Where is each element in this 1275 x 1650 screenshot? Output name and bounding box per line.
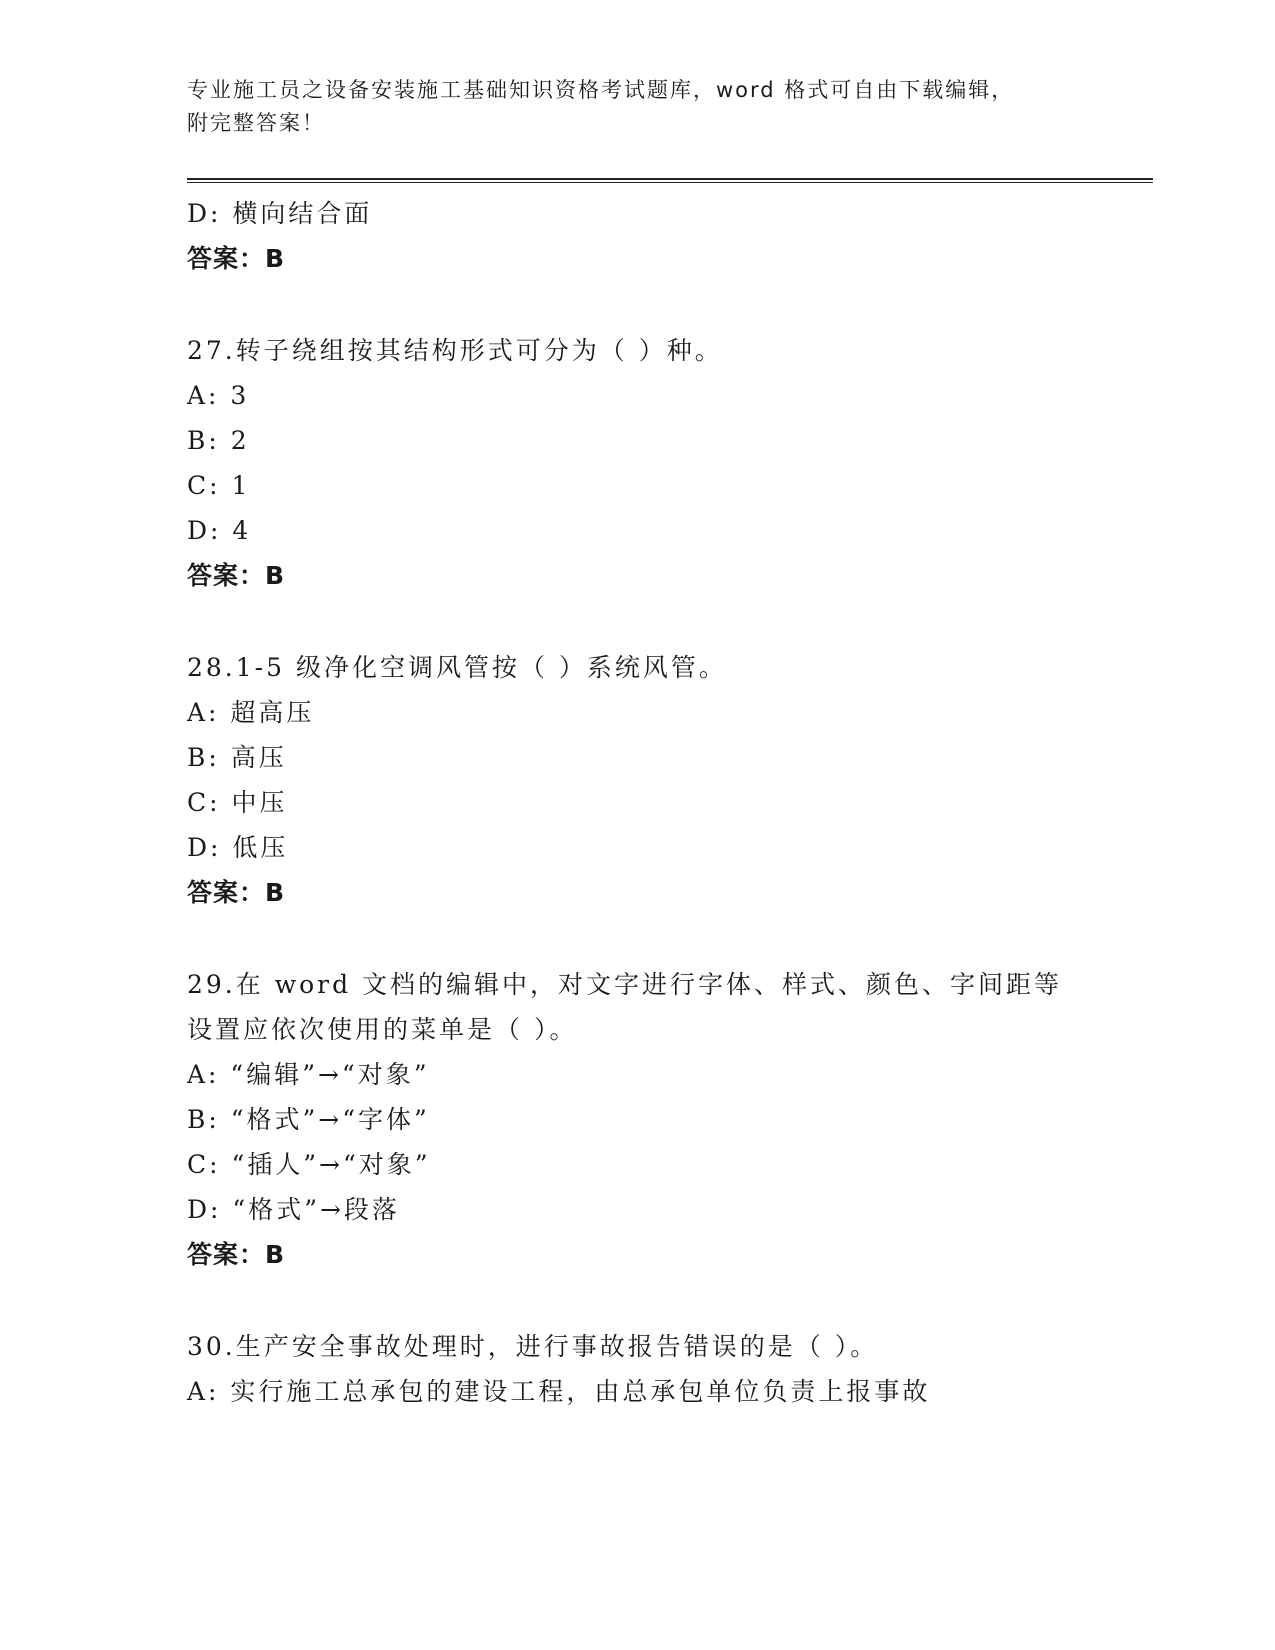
option-d: D: 横向结合面 [187, 199, 373, 228]
question-block-prev [187, 191, 1153, 281]
option-d: D: 4 [187, 516, 252, 545]
answer-line: 答案：B [187, 878, 286, 907]
question-text: 27.转子绕组按其结构形式可分为（ ）种。 [187, 336, 723, 365]
header-line-1: 专业施工员之设备安装施工基础知识资格考试题库，word 格式可自由下载编辑， [187, 78, 1015, 102]
spacer [187, 915, 1153, 962]
document-header [187, 74, 1087, 140]
spacer [187, 598, 1153, 645]
answer-line: 答案：B [187, 244, 286, 273]
header-divider [187, 178, 1153, 183]
header-line-2: 附完整答案！ [187, 111, 325, 135]
option-d: D: 低压 [187, 833, 289, 862]
option-b: B: 2 [187, 426, 250, 455]
question-block-27 [187, 328, 1153, 598]
option-c: C: 中压 [187, 788, 288, 817]
question-text-line-1: 29.在 word 文档的编辑中，对文字进行字体、样式、颜色、字间距等 [187, 970, 1063, 999]
option-a: A: 3 [187, 381, 250, 410]
question-text: 28.1-5 级净化空调风管按（ ）系统风管。 [187, 653, 727, 682]
question-list [187, 191, 1153, 1414]
question-block-29 [187, 962, 1153, 1277]
option-a: A: “编辑”→“对象” [187, 1060, 430, 1089]
option-a: A: 超高压 [187, 698, 315, 727]
option-c: C: “插人”→“对象” [187, 1150, 431, 1179]
spacer [187, 281, 1153, 328]
question-block-28 [187, 645, 1153, 915]
option-a: A: 实行施工总承包的建设工程，由总承包单位负责上报事故 [187, 1377, 931, 1406]
option-b: B: “格式”→“字体” [187, 1105, 430, 1134]
answer-line: 答案：B [187, 1240, 286, 1269]
question-block-30 [187, 1324, 1153, 1414]
answer-line: 答案：B [187, 561, 286, 590]
question-text-line-2: 设置应依次使用的菜单是（ ）。 [187, 1015, 578, 1044]
option-d: D: “格式”→段落 [187, 1195, 400, 1224]
option-b: B: 高压 [187, 743, 287, 772]
spacer [187, 1277, 1153, 1324]
option-c: C: 1 [187, 471, 251, 500]
question-text: 30.生产安全事故处理时，进行事故报告错误的是（ ）。 [187, 1332, 879, 1361]
